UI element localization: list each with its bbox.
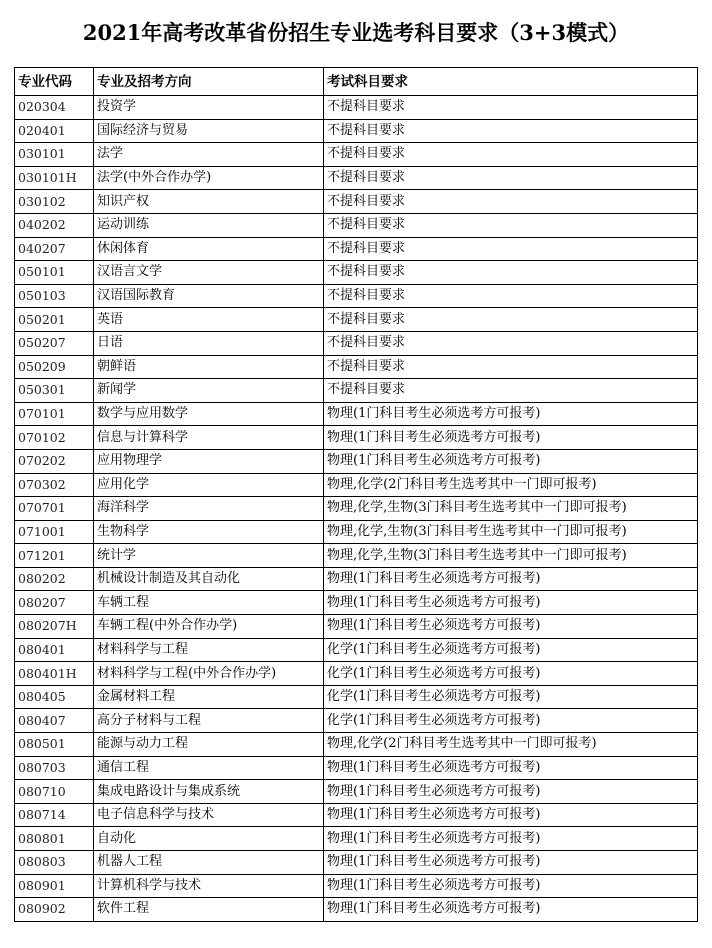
requirement-cell: 不提科目要求 bbox=[324, 143, 698, 167]
major-name-cell: 材料科学与工程(中外合作办学) bbox=[94, 662, 324, 686]
major-code-cell: 080501 bbox=[15, 733, 94, 757]
requirement-cell: 化学(1门科目考生必须选考方可报考) bbox=[324, 709, 698, 733]
requirement-cell: 物理,化学(2门科目考生选考其中一门即可报考) bbox=[324, 733, 698, 757]
requirement-cell: 物理(1门科目考生必须选考方可报考) bbox=[324, 851, 698, 875]
major-code-cell: 080207 bbox=[15, 591, 94, 615]
table-row bbox=[15, 851, 698, 875]
major-code-cell: 050207 bbox=[15, 331, 94, 355]
table-row bbox=[15, 331, 698, 355]
requirement-cell: 物理(1门科目考生必须选考方可报考) bbox=[324, 591, 698, 615]
table-row bbox=[15, 379, 698, 403]
table-header bbox=[15, 68, 698, 96]
major-name-cell: 自动化 bbox=[94, 827, 324, 851]
major-code-cell: 070202 bbox=[15, 449, 94, 473]
major-name-cell: 新闻学 bbox=[94, 379, 324, 403]
major-name-cell: 机械设计制造及其自动化 bbox=[94, 567, 324, 591]
major-code-cell: 080703 bbox=[15, 756, 94, 780]
table-row bbox=[15, 898, 698, 922]
subject-requirements-table bbox=[14, 67, 698, 922]
major-name-cell: 计算机科学与技术 bbox=[94, 874, 324, 898]
table-row bbox=[15, 96, 698, 120]
major-name-cell: 软件工程 bbox=[94, 898, 324, 922]
table-row bbox=[15, 615, 698, 639]
table-row bbox=[15, 261, 698, 285]
major-code-cell: 020401 bbox=[15, 119, 94, 143]
major-code-cell: 040202 bbox=[15, 213, 94, 237]
major-name-cell: 知识产权 bbox=[94, 190, 324, 214]
requirement-cell: 物理(1门科目考生必须选考方可报考) bbox=[324, 874, 698, 898]
major-name-cell: 车辆工程(中外合作办学) bbox=[94, 615, 324, 639]
major-code-cell: 070701 bbox=[15, 497, 94, 521]
table-row bbox=[15, 685, 698, 709]
requirement-cell: 不提科目要求 bbox=[324, 331, 698, 355]
major-name-cell: 应用化学 bbox=[94, 473, 324, 497]
major-code-cell: 080803 bbox=[15, 851, 94, 875]
table-row bbox=[15, 567, 698, 591]
table-row bbox=[15, 143, 698, 167]
major-name-cell: 能源与动力工程 bbox=[94, 733, 324, 757]
major-code-cell: 080401H bbox=[15, 662, 94, 686]
table-row bbox=[15, 756, 698, 780]
major-code-cell: 050103 bbox=[15, 284, 94, 308]
major-code-cell: 080902 bbox=[15, 898, 94, 922]
major-code-cell: 030102 bbox=[15, 190, 94, 214]
table-row bbox=[15, 237, 698, 261]
header-row bbox=[15, 68, 698, 96]
requirement-cell: 物理,化学,生物(3门科目考生选考其中一门即可报考) bbox=[324, 520, 698, 544]
requirement-cell: 不提科目要求 bbox=[324, 96, 698, 120]
major-name-cell: 汉语国际教育 bbox=[94, 284, 324, 308]
requirement-cell: 物理,化学(2门科目考生选考其中一门即可报考) bbox=[324, 473, 698, 497]
major-name-cell: 英语 bbox=[94, 308, 324, 332]
major-name-cell: 运动训练 bbox=[94, 213, 324, 237]
requirement-cell: 不提科目要求 bbox=[324, 284, 698, 308]
major-name-cell: 投资学 bbox=[94, 96, 324, 120]
table-row bbox=[15, 119, 698, 143]
table-row bbox=[15, 449, 698, 473]
table-row bbox=[15, 733, 698, 757]
major-name-cell: 法学(中外合作办学) bbox=[94, 166, 324, 190]
requirement-cell: 不提科目要求 bbox=[324, 213, 698, 237]
major-name-cell: 通信工程 bbox=[94, 756, 324, 780]
table-row bbox=[15, 497, 698, 521]
requirement-cell: 不提科目要求 bbox=[324, 355, 698, 379]
column-header-requirement: 考试科目要求 bbox=[324, 68, 698, 96]
major-name-cell: 日语 bbox=[94, 331, 324, 355]
table-row bbox=[15, 308, 698, 332]
requirement-cell: 物理(1门科目考生必须选考方可报考) bbox=[324, 756, 698, 780]
major-code-cell: 080801 bbox=[15, 827, 94, 851]
major-code-cell: 030101H bbox=[15, 166, 94, 190]
table-row bbox=[15, 638, 698, 662]
requirement-cell: 物理,化学,生物(3门科目考生选考其中一门即可报考) bbox=[324, 544, 698, 568]
major-code-cell: 080202 bbox=[15, 567, 94, 591]
table-row bbox=[15, 874, 698, 898]
table-row bbox=[15, 213, 698, 237]
requirement-cell: 不提科目要求 bbox=[324, 119, 698, 143]
requirement-cell: 物理(1门科目考生必须选考方可报考) bbox=[324, 426, 698, 450]
major-name-cell: 机器人工程 bbox=[94, 851, 324, 875]
major-name-cell: 生物科学 bbox=[94, 520, 324, 544]
requirement-cell: 物理(1门科目考生必须选考方可报考) bbox=[324, 898, 698, 922]
major-name-cell: 信息与计算科学 bbox=[94, 426, 324, 450]
major-code-cell: 050101 bbox=[15, 261, 94, 285]
table-row bbox=[15, 520, 698, 544]
major-code-cell: 070101 bbox=[15, 402, 94, 426]
table-row bbox=[15, 190, 698, 214]
requirement-cell: 物理(1门科目考生必须选考方可报考) bbox=[324, 803, 698, 827]
major-name-cell: 海洋科学 bbox=[94, 497, 324, 521]
major-name-cell: 休闲体育 bbox=[94, 237, 324, 261]
column-header-major: 专业及招考方向 bbox=[94, 68, 324, 96]
requirement-cell: 物理(1门科目考生必须选考方可报考) bbox=[324, 402, 698, 426]
table-row bbox=[15, 426, 698, 450]
page-title: 2021年高考改革省份招生专业选考科目要求（3+3模式） bbox=[82, 20, 630, 45]
major-name-cell: 材料科学与工程 bbox=[94, 638, 324, 662]
requirement-cell: 物理(1门科目考生必须选考方可报考) bbox=[324, 449, 698, 473]
major-code-cell: 070302 bbox=[15, 473, 94, 497]
table-body bbox=[15, 96, 698, 922]
requirement-cell: 不提科目要求 bbox=[324, 166, 698, 190]
major-code-cell: 040207 bbox=[15, 237, 94, 261]
requirement-cell: 不提科目要求 bbox=[324, 190, 698, 214]
requirement-cell: 物理(1门科目考生必须选考方可报考) bbox=[324, 567, 698, 591]
major-name-cell: 统计学 bbox=[94, 544, 324, 568]
requirement-cell: 不提科目要求 bbox=[324, 308, 698, 332]
major-code-cell: 020304 bbox=[15, 96, 94, 120]
major-code-cell: 071001 bbox=[15, 520, 94, 544]
table-row bbox=[15, 662, 698, 686]
major-code-cell: 080901 bbox=[15, 874, 94, 898]
major-name-cell: 集成电路设计与集成系统 bbox=[94, 780, 324, 804]
major-code-cell: 080401 bbox=[15, 638, 94, 662]
table-row bbox=[15, 827, 698, 851]
major-code-cell: 070102 bbox=[15, 426, 94, 450]
table-row bbox=[15, 591, 698, 615]
table-row bbox=[15, 355, 698, 379]
requirement-cell: 化学(1门科目考生必须选考方可报考) bbox=[324, 662, 698, 686]
major-code-cell: 050201 bbox=[15, 308, 94, 332]
table-row bbox=[15, 402, 698, 426]
major-code-cell: 071201 bbox=[15, 544, 94, 568]
requirement-cell: 物理(1门科目考生必须选考方可报考) bbox=[324, 780, 698, 804]
major-name-cell: 法学 bbox=[94, 143, 324, 167]
table-row bbox=[15, 803, 698, 827]
major-name-cell: 电子信息科学与技术 bbox=[94, 803, 324, 827]
requirement-cell: 物理(1门科目考生必须选考方可报考) bbox=[324, 827, 698, 851]
requirement-cell: 不提科目要求 bbox=[324, 261, 698, 285]
major-name-cell: 车辆工程 bbox=[94, 591, 324, 615]
table-row bbox=[15, 284, 698, 308]
requirement-cell: 不提科目要求 bbox=[324, 237, 698, 261]
major-name-cell: 金属材料工程 bbox=[94, 685, 324, 709]
table-row bbox=[15, 166, 698, 190]
table-row bbox=[15, 780, 698, 804]
table-row bbox=[15, 473, 698, 497]
major-code-cell: 050301 bbox=[15, 379, 94, 403]
major-code-cell: 080405 bbox=[15, 685, 94, 709]
major-name-cell: 朝鲜语 bbox=[94, 355, 324, 379]
major-name-cell: 汉语言文学 bbox=[94, 261, 324, 285]
requirement-cell: 物理,化学,生物(3门科目考生选考其中一门即可报考) bbox=[324, 497, 698, 521]
major-code-cell: 030101 bbox=[15, 143, 94, 167]
requirement-cell: 化学(1门科目考生必须选考方可报考) bbox=[324, 685, 698, 709]
major-name-cell: 国际经济与贸易 bbox=[94, 119, 324, 143]
table-row bbox=[15, 544, 698, 568]
major-code-cell: 050209 bbox=[15, 355, 94, 379]
major-code-cell: 080407 bbox=[15, 709, 94, 733]
column-header-code: 专业代码 bbox=[15, 68, 94, 96]
table-row bbox=[15, 709, 698, 733]
requirement-cell: 物理(1门科目考生必须选考方可报考) bbox=[324, 615, 698, 639]
major-code-cell: 080710 bbox=[15, 780, 94, 804]
major-code-cell: 080714 bbox=[15, 803, 94, 827]
requirement-cell: 不提科目要求 bbox=[324, 379, 698, 403]
major-name-cell: 高分子材料与工程 bbox=[94, 709, 324, 733]
major-name-cell: 数学与应用数学 bbox=[94, 402, 324, 426]
requirement-cell: 化学(1门科目考生必须选考方可报考) bbox=[324, 638, 698, 662]
major-name-cell: 应用物理学 bbox=[94, 449, 324, 473]
major-code-cell: 080207H bbox=[15, 615, 94, 639]
